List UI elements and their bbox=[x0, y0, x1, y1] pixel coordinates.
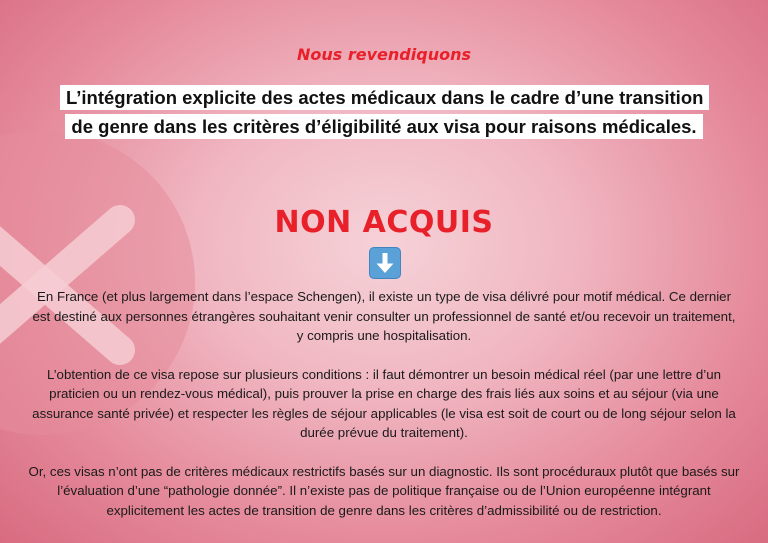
status-label: NON ACQUIS bbox=[274, 205, 494, 240]
claim-text: L’intégration explicite des actes médicaux dans le cadre d’une transition de genre dans les critères d’éligibilité aux visa pour raisons médicales. bbox=[60, 85, 709, 139]
paragraph-visa-definition: En France (et plus largement dans l’espace Schengen), il existe un type de visa délivré pour motif médical. Ce dernier est destiné aux personnes étrangères souhaitant venir consulter un professionnel de santé et/ou recevoir un traitement, y compris une hospitalisation. bbox=[32, 289, 736, 343]
kicker-heading: Nous revendiquons bbox=[297, 45, 471, 64]
claim-statement bbox=[60, 83, 708, 141]
down-arrow-icon bbox=[369, 247, 401, 279]
explanation-text bbox=[28, 287, 740, 539]
paragraph-visa-conditions: L’obtention de ce visa repose sur plusieurs conditions : il faut démontrer un besoin médical réel (par une lettre d’un praticien ou un rendez-vous médical), puis prouver la prise en charge des frais liés aux soins et au séjour (via une assurance santé privée) et respecter les règles de séjour applicables (le visa est soit de court ou de long séjour selon la durée prévue du traitement). bbox=[32, 366, 736, 440]
paragraph-visa-criteria: Or, ces visas n’ont pas de critères médicaux restrictifs basés sur un diagnostic. Ils sont procéduraux plutôt que basés sur l’évaluation d’une “pathologie donnée”. Il n’existe pas de politique française ou de l’Union européenne intégrant explicitement les actes de transition de genre dans les critères d’admissibilité ou de restriction. bbox=[28, 463, 740, 518]
